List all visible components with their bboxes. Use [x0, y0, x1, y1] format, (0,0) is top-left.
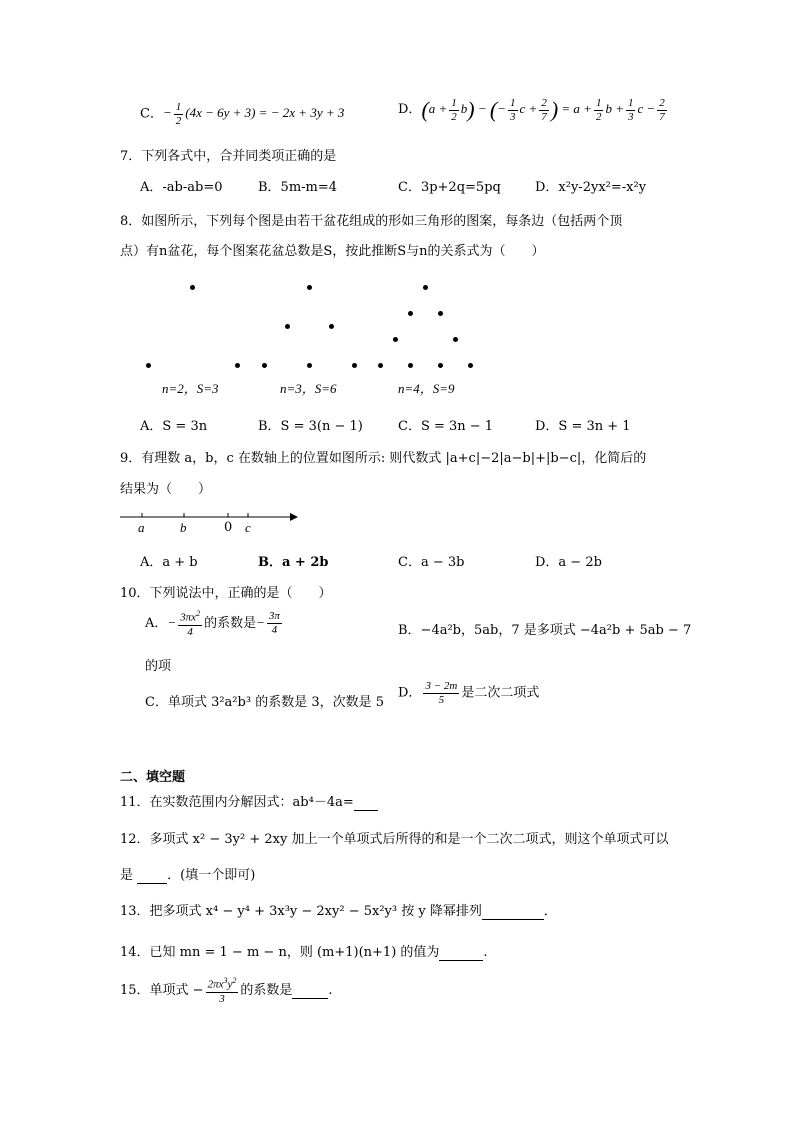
q12-blank[interactable] [137, 868, 167, 884]
q10-option-d-text: 是二次二项式 [461, 685, 540, 701]
q14-text: 14．已知 mn = 1 − m − n，则 (m+1)(n+1) 的值为 [120, 945, 440, 960]
q10-option-b: B．−4a²b，5ab，7 是多项式 −4a²b + 5ab − 7 [398, 623, 692, 638]
q9-option-b: B．a + 2b [258, 555, 329, 570]
axis-label-c: c [245, 520, 251, 535]
q13 [120, 900, 557, 920]
q7-option-d: D．x²y-2yx²=-x²y [535, 180, 647, 195]
q7-stem: 7．下列各式中，合并同类项正确的是 [120, 149, 337, 164]
flower-dot [408, 363, 413, 368]
flower-dot [423, 285, 428, 290]
q6-option-d-label: D． [398, 101, 422, 117]
flower-dot [285, 324, 290, 329]
q7-option-b: B．5m-m=4 [258, 180, 338, 195]
flower-dot [262, 363, 267, 368]
q9-stem-line1: 9．有理数 a，b，c 在数轴上的位置如图所示: 则代数式 |a+c|−2|a−b|+|b−c|，化简后的 [120, 451, 647, 466]
q10-option-a: A．− $\frac{3\pi x^2}{4}$ 的系数是− $\frac{3\pi}{4}$ [145, 609, 280, 638]
q10-option-d-label: D． [398, 685, 422, 701]
flower-dot [438, 311, 443, 316]
q15-prefix: 15．单项式 − [120, 982, 204, 998]
q8-stem-line2: 点）有n盆花，每个图案花盆总数是S，按此推断S与n的关系式为（ ） [120, 244, 545, 259]
axis-label-0: 0 [224, 520, 233, 535]
q15-blank[interactable] [292, 983, 328, 999]
flower-dot [190, 285, 195, 290]
flower-dot [453, 337, 458, 342]
q11-blank[interactable] [354, 795, 378, 811]
axis-label-b: b [180, 520, 187, 535]
flower-dot [408, 311, 413, 316]
q12-line2-a: 是 [120, 868, 134, 883]
axis-label-a: a [138, 520, 145, 535]
q8-stem-line1: 8．如图所示，下列每个图是由若干盆花组成的形如三角形的图案，每条边（包括两个顶 [120, 214, 623, 229]
flower-dot [329, 324, 334, 329]
q11 [120, 791, 378, 811]
q9-option-a: A．a + b [140, 555, 198, 570]
q14-end: . [483, 945, 488, 960]
q7-option-c: C．3p+2q=5pq [398, 180, 501, 195]
flower-dot [307, 363, 312, 368]
flower-dot [378, 363, 383, 368]
q10-option-b-cont: 的项 [145, 659, 172, 674]
q8-caption-1: n=2，S=3 [162, 381, 219, 396]
q10-option-c: C．单项式 3²a²b³ 的系数是 3，次数是 5 [145, 695, 384, 710]
q8-caption-2: n=3，S=6 [280, 381, 337, 396]
q14-blank[interactable] [439, 945, 483, 961]
q13-end: ． [543, 904, 557, 919]
q8-option-b: B．S = 3(n − 1) [258, 419, 363, 434]
q11-text: 11．在实数范围内分解因式：ab⁴－4a= [120, 795, 354, 810]
q6-option-c [140, 102, 344, 127]
q10-option-d: D． $\frac{3 - 2m}{5}$ 是二次二项式 [398, 680, 540, 706]
q13-blank[interactable] [482, 904, 544, 920]
flower-dot [438, 363, 443, 368]
q12-line1: 12．多项式 x² − 3y² + 2xy 加上一个单项式后所得的和是一个二次二项式，则这个单项式可以 [120, 832, 669, 847]
q10-stem: 10．下列说法中，正确的是（ ） [120, 586, 332, 601]
section-title: 二、填空题 [120, 770, 186, 785]
q10-option-a-text: 的系数是 [204, 615, 257, 631]
flower-dot [235, 363, 240, 368]
q15: 15．单项式 − $\frac{2\pi x^3y^2}{3}$ 的系数是 . [120, 976, 333, 1005]
flower-dot [307, 285, 312, 290]
q9-option-d: D．a − 2b [535, 555, 602, 570]
q8-caption-3: n=4，S=9 [398, 381, 455, 396]
q10-option-a-label: A． [145, 615, 168, 631]
q13-text: 13．把多项式 x⁴ − y⁴ + 3x³y − 2xy² − 5x²y³ 按 y 降幂排列 [120, 904, 482, 919]
q15-end: . [328, 982, 333, 998]
q9-option-c: C．a − 3b [398, 555, 465, 570]
flower-dot [468, 363, 473, 368]
q9-number-line [120, 508, 305, 538]
flower-dot [146, 363, 151, 368]
q6-option-d [398, 97, 669, 123]
q6-option-d-math: (a + $\frac{1}{2}$ b) − (− $\frac{1}{3}$ c + $\frac{2}{7}$ ) = a + $\frac{1}{2}$ b + $\frac{1}{3}$ c − $\frac{2}{7}$ [421, 96, 665, 123]
q12-line2-b: ．(填一个即可) [167, 868, 256, 883]
number-line-arrow-icon [290, 513, 298, 521]
q12-line2 [120, 864, 255, 884]
q6-option-c-label: C． [140, 106, 163, 122]
q7-option-a: A．-ab-ab=0 [140, 180, 223, 195]
flower-dot [352, 363, 357, 368]
q15-text: 的系数是 [240, 982, 293, 998]
flower-dot [393, 337, 398, 342]
q6-option-c-math: − $\frac{1}{2}$ (4x − 6y + 3) = − 2x + 3y + 3 [162, 101, 345, 127]
q9-stem-line2: 结果为（ ） [120, 482, 212, 497]
q8-option-c: C．S = 3n − 1 [398, 419, 494, 434]
q8-option-d: D．S = 3n + 1 [535, 419, 631, 434]
q8-option-a: A．S = 3n [140, 419, 208, 434]
q14 [120, 941, 488, 961]
